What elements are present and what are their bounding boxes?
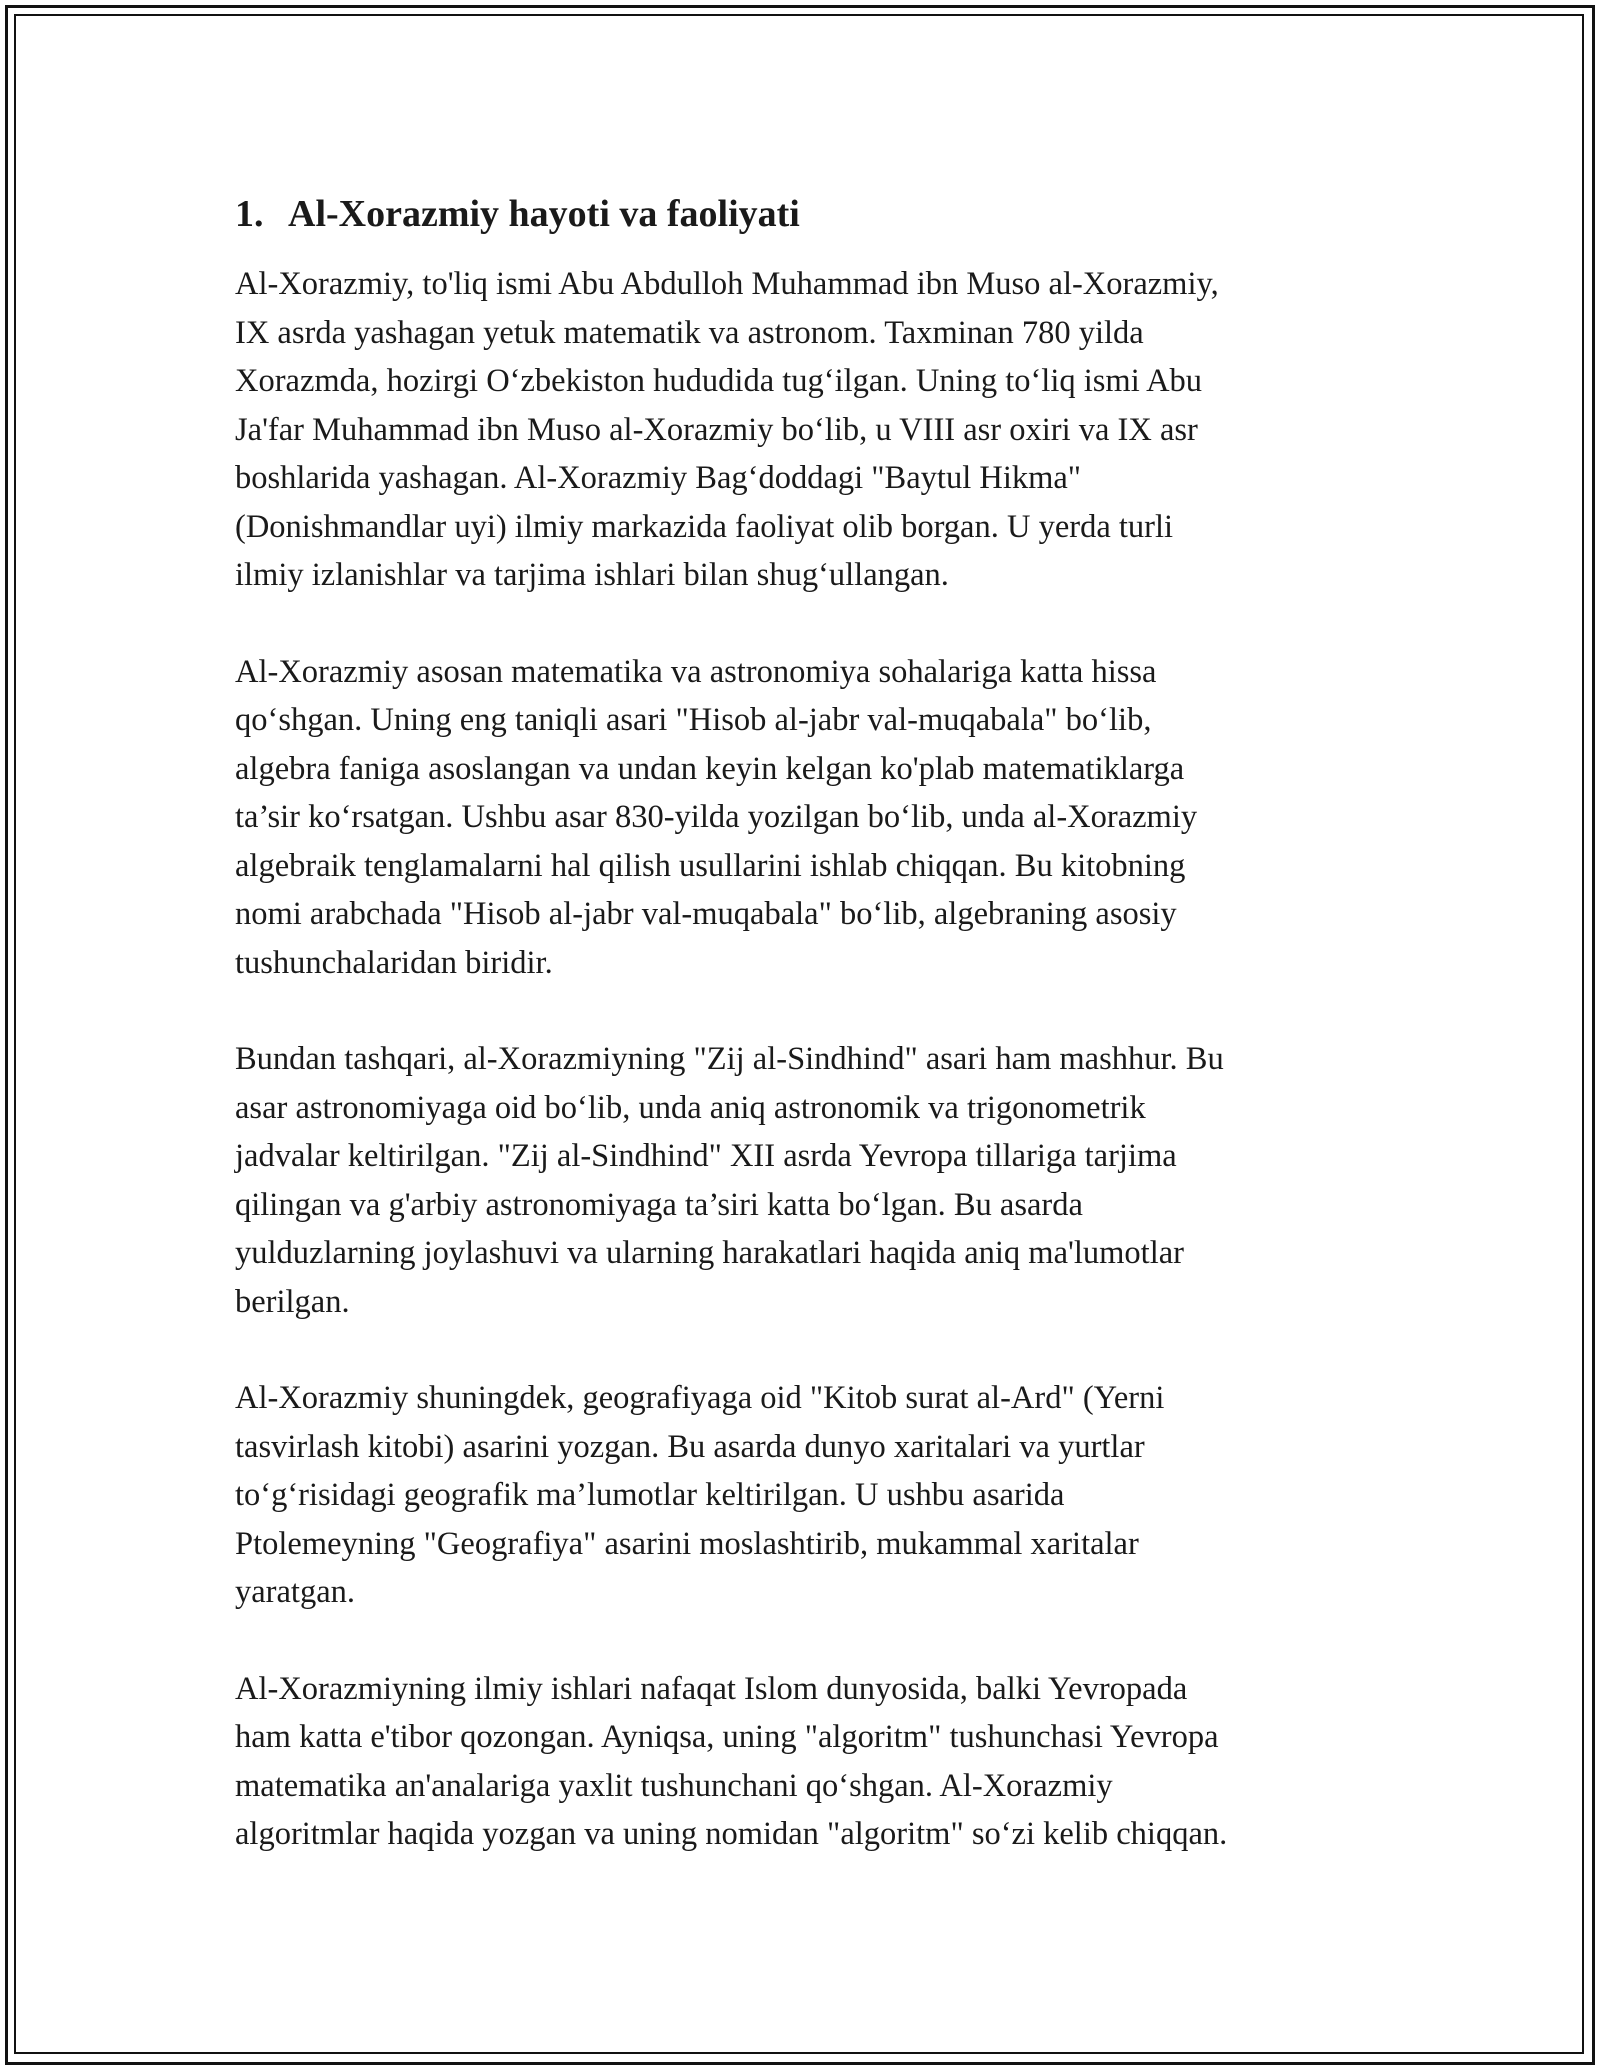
paragraph-5: Al-Xorazmiyning ilmiy ishlari nafaqat Islom dunyosida, balki Yevropada ham katta e'tibor qozongan. Ayniqsa, uning "algoritm" tushunchasi Yevropa matematika an'analariga yaxlit tushunchani qo‘shgan. Al-Xorazmiy algoritmlar haqida yozgan va uning nomidan "algoritm" so‘zi kelib chiqqan.: [235, 1670, 1228, 1852]
paragraph-1: Al-Xorazmiy, to'liq ismi Abu Abdulloh Muhammad ibn Muso al-Xorazmiy, IX asrda yashagan yetuk matematik va astronom. Taxminan 780 yilda Xorazmda, hozirgi O‘zbekiston hududida tug‘ilgan. Uning to‘liq ismi Abu Ja'far Muhammad ibn Muso al-Xorazmiy bo‘lib, u VIII asr oxiri va IX asr boshlarida yashagan. Al-Xorazmiy Bag‘doddagi "Baytul Hikma" (Donishmandlar uyi) ilmiy markazida faoliyat olib borgan. U yerda turli ilmiy izlanishlar va tarjima ishlari bilan shug‘ullangan.: [235, 266, 1219, 593]
section-heading: [235, 190, 1385, 238]
document-body: [235, 190, 1385, 1907]
section-title: Al-Xorazmiy hayoti va faoliyati: [288, 193, 800, 235]
section-number: 1.: [235, 193, 264, 235]
paragraph-2: Al-Xorazmiy asosan matematika va astronomiya sohalariga katta hissa qo‘shgan. Uning eng taniqli asari "Hisob al-jabr val-muqabala" bo‘lib, algebra faniga asoslangan va undan keyin kelgan ko'plab matematiklarga ta’sir ko‘rsatgan. Ushbu asar 830-yilda yozilgan bo‘lib, unda al-Xorazmiy algebraik tenglamalarni hal qilish usullarini ishlab chiqqan. Bu kitobning nomi arabchada "Hisob al-jabr val-muqabala" bo‘lib, algebraning asosiy tushunchalaridan biridir.: [235, 653, 1198, 981]
paragraph-3: Bundan tashqari, al-Xorazmiyning "Zij al-Sindhind" asari ham mashhur. Bu asar astronomiyaga oid bo‘lib, unda aniq astronomik va trigonometrik jadvalar keltirilgan. "Zij al-Sindhind" XII asrda Yevropa tillariga tarjima qilingan va g'arbiy astronomiyaga ta’siri katta bo‘lgan. Bu asarda yulduzlarning joylashuvi va ularning harakatlari haqida aniq ma'lumotlar berilgan.: [235, 1041, 1224, 1320]
paragraph-4: Al-Xorazmiy shuningdek, geografiyaga oid "Kitob surat al-Ard" (Yerni tasvirlash kitobi) asarini yozgan. Bu asarda dunyo xaritalari va yurtlar to‘g‘risidagi geografik ma’lumotlar keltirilgan. U ushbu asarida Ptolemeyning "Geografiya" asarini moslashtirib, mukammal xaritalar yaratgan.: [235, 1380, 1165, 1610]
